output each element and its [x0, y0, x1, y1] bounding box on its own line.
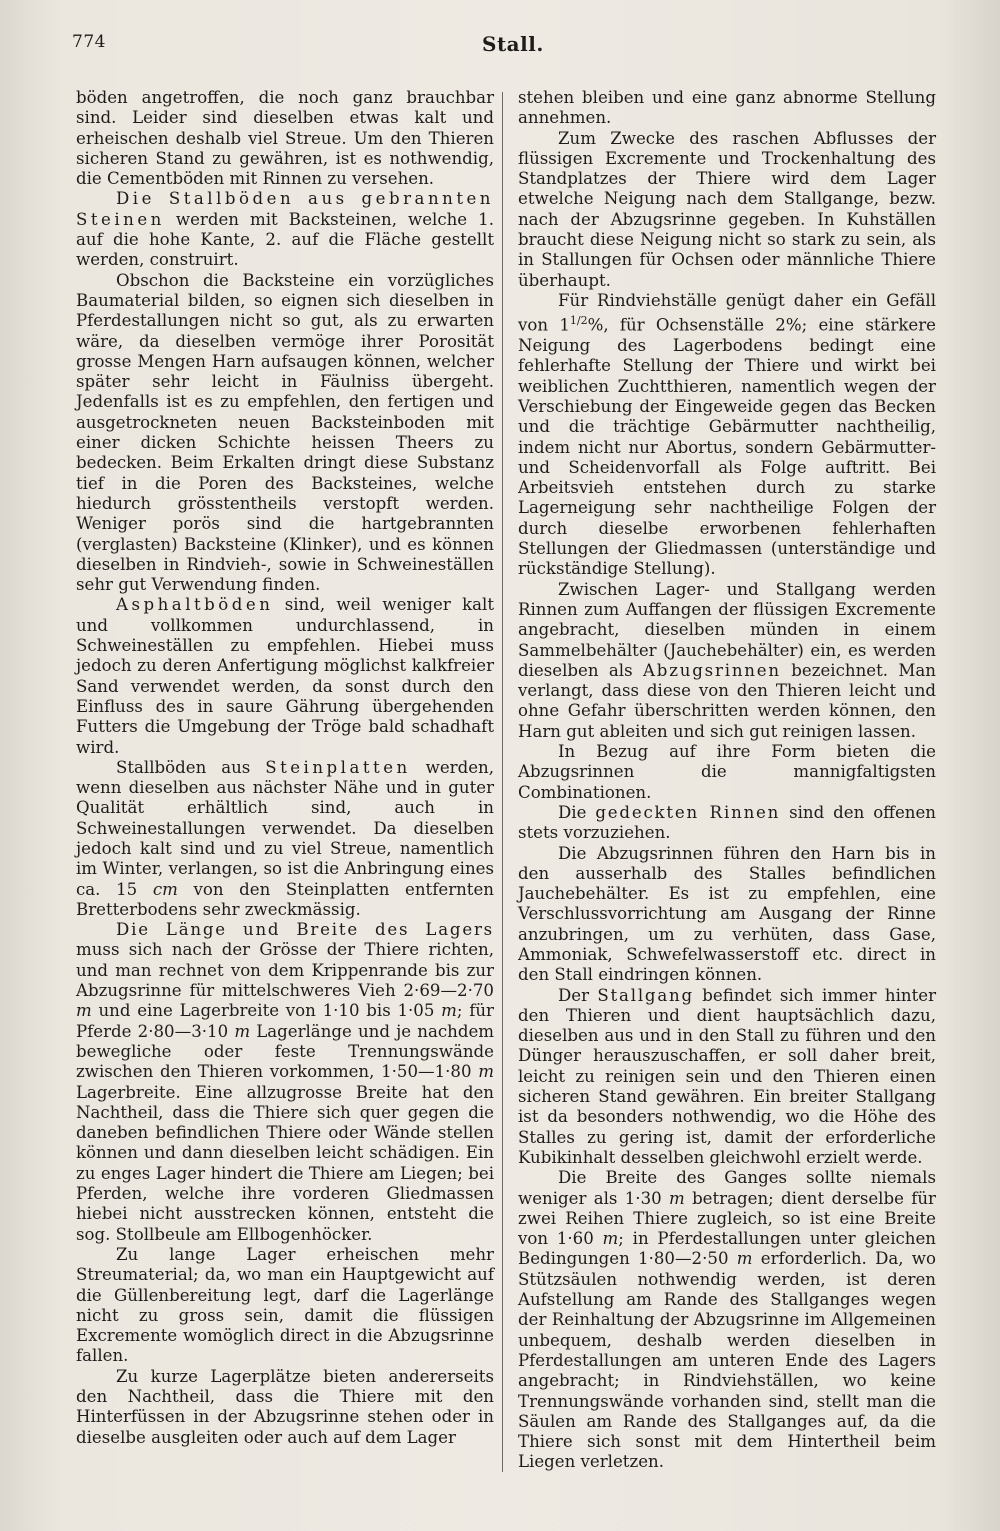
left-column [76, 88, 494, 1448]
paragraph-text: In Bezug auf ihre Form bieten die Abzugsrinnen die mannigfaltigsten Combinationen. [518, 742, 936, 802]
paragraph-text: werden, wenn dieselben aus nächster Nähe und in guter Qualität erhältlich sind, auch in Schweinestallungen verwendet. Da dieselben jedoch kalt sind und zu viel Streue, namentlich im Winter, verlangen, so ist die Anbringung eines ca. 15 [76, 757, 494, 899]
paragraph [76, 1245, 494, 1367]
paragraph-text: muss sich nach der Grösse der Thiere richten, und man rechnet von dem Krippenrande bis zur Abzugsrinne für mittelschweres Vieh 2·69—2·70 [76, 940, 494, 1001]
unit-italic: cm [152, 879, 178, 899]
unit-italic: m [602, 1229, 619, 1249]
paragraph-text: stehen bleiben und eine ganz abnorme Stellung annehmen. [518, 88, 936, 128]
paragraph [518, 742, 936, 803]
paragraph [76, 595, 494, 757]
paragraph-text: ; für Pferde 2·80—3·10 [76, 1001, 494, 1041]
paragraph [518, 844, 936, 986]
running-title: Stall. [482, 32, 544, 56]
column-divider [502, 92, 503, 1472]
paragraph-text: Zu kurze Lagerplätze bieten andererseits den Nachtheil, dass die Thiere mit den Hinterfüssen in der Abzugsrinne stehen oder in dieselbe ausgleiten oder auch auf dem Lager [76, 1366, 494, 1447]
paragraph-text: betragen; dient derselbe für zwei Reihen Thiere zugleich, so ist eine Breite von 1·60 [518, 1188, 936, 1249]
paragraph-text: Der [558, 985, 598, 1005]
paragraph [76, 1367, 494, 1448]
page-number: 774 [72, 32, 106, 52]
paragraph-text: befindet sich immer hinter den Thieren und dient hauptsächlich dazu, dieselben aus und in den Stall zu führen und den Dünger herauszuschaffen, er soll daher breit, leicht zu reinigen sein und den Thieren einen sicheren Stand gewähren. Ein breiter Stallgang ist da besonders nothwendig, wo die Höhe des Stalles zu gering ist, damit der erforderliche Kubikinhalt desselben gleichwohl erzielt werde. [518, 985, 936, 1167]
paragraph [518, 129, 936, 291]
paragraph-text: von den Steinplatten entfernten Bretterbodens sehr zweckmässig. [76, 879, 494, 919]
paragraph-text: und eine Lagerbreite von 1·10 bis 1·05 [91, 1001, 442, 1021]
paragraph-text: %, für Ochsenställe 2%; eine stärkere Neigung des Lagerbodens bedingt eine fehlerhafte Stellung der Thiere und wirkt bei weiblichen Zuchtthieren, namentlich wegen der Verschiebung der Eingeweide gegen das Becken und die trächtige Gebärmutter nachtheilig, indem nicht nur Abortus, sondern Gebärmutter- und Scheidenvorfall als Folge auftritt. Bei Arbeitsvieh entstehen durch zu starke Lagerneigung sehr nachtheilige Folgen der durch dieselbe erworbenen fehlerhaften Stellungen der Gliedmassen (unterständige und rückständige Stellung). [518, 315, 936, 579]
paragraph-text: Stallböden aus [116, 757, 266, 777]
paragraph-text: erforderlich. Da, wo Stützsäulen nothwendig werden, ist deren Aufstellung am Rande des Stallganges wegen der Reinhaltung der Abzugsrinne im Allgemeinen unbequem, deshalb werden dieselben in Pferdestallungen am unteren Ende des Lagers angebracht; in Rindviehställen, wo keine Trennungswände vorhanden sind, stellt man die Säulen am Rande des Stallganges auf, da die Thiere sich sonst mit dem Hintertheil beim Liegen verletzen. [518, 1249, 937, 1472]
paragraph-text: Lagerlänge und je nachdem bewegliche oder feste Trennungswände zwischen den Thieren vorkommen, 1·50—1·80 [76, 1021, 494, 1082]
spaced-term: Abzugsrinnen [643, 660, 781, 680]
fraction: 1/2 [569, 314, 588, 328]
paragraph-text: bezeichnet. Man verlangt, dass diese von den Thieren leicht und ohne Gefahr überschritten werden können, den Harn gut ableiten und sich gut reinigen lassen. [518, 660, 936, 741]
spaced-term: Stallgang [597, 985, 694, 1005]
unit-italic: m [669, 1188, 685, 1208]
spaced-term: Asphaltböden [116, 595, 274, 615]
paragraph [76, 189, 494, 270]
spaced-term: Die Länge und Breite des Lagers [116, 920, 494, 940]
paragraph-text: Für Rindviehställe genügt daher ein Gefäll von 1 [518, 290, 936, 335]
paragraph-text: Die Abzugsrinnen führen den Harn bis in den ausserhalb des Stalles befindlichen Jauchebehälter. Es ist zu empfehlen, eine Verschlussvorrichtung am Ausgang der Rinne anzubringen, um zu verhüten, dass Gase, Ammoniak, Schwefelwasserstoff etc. direct in den Stall eindringen können. [518, 843, 936, 985]
paragraph [76, 271, 494, 596]
spaced-term: Steinplatten [265, 757, 411, 777]
paragraph-text: böden angetroffen, die noch ganz brauchbar sind. Leider sind dieselben etwas kalt und erheischen deshalb viel Streue. Um den Thieren sicheren Stand zu gewähren, ist es nothwendig, die Cementböden mit Rinnen zu versehen. [76, 88, 494, 189]
spaced-term: Die Stallböden aus gebrannten Steinen [76, 189, 494, 229]
paragraph-text: Zu lange Lager erheischen mehr Streumaterial; da, wo man ein Hauptgewicht auf die Güllenbereitung legt, darf die Lagerlänge nicht zu gross sein, damit die flüssigen Excremente womöglich direct in die Abzugsrinne fallen. [76, 1244, 494, 1366]
paragraph-text: werden mit Backsteinen, welche 1. auf die hohe Kante, 2. auf die Fläche gestellt werden, construirt. [76, 209, 494, 270]
paragraph-text: Obschon die Backsteine ein vorzügliches Baumaterial bilden, so eignen sich dieselben in Pferdestallungen nicht so gut, als zu erwarten wäre, da dieselben vermöge ihrer Porosität grosse Mengen Harn aufsaugen können, welcher später sehr leicht in Fäulniss übergeht. Jedenfalls ist es zu empfehlen, den fertigen und ausgetrockneten neuen Backsteinboden mit einer dicken Schichte heissen Theers zu bedecken. Beim Erkalten dringt diese Substanz tief in die Poren des Backsteines, welche hiedurch grösstentheils verstopft werden. Weniger porös sind die hartgebrannten (verglasten) Backsteine (Klinker), und es können dieselben in Rindvieh-, sowie in Schweineställen sehr gut Verwendung finden. [76, 270, 494, 595]
paragraph-text: Zwischen Lager- und Stallgang werden Rinnen zum Auffangen der flüssigen Excremente angebracht, dieselben münden in einem Sammelbehälter (Jauchebehälter) ein, es werden dieselben als [518, 579, 936, 680]
paragraph [518, 986, 936, 1169]
unit-italic: m [736, 1249, 753, 1269]
paragraph-text: Zum Zwecke des raschen Abflusses der flüssigen Excremente und Trockenhaltung des Standplatzes der Thiere wird dem Lager etwelche Neigung nach dem Stallgange, bezw. nach der Abzugsrinne gegeben. In Kuhställen braucht diese Neigung nicht so stark zu sein, als in Stallungen für Ochsen oder männliche Thiere überhaupt. [518, 128, 936, 290]
paragraph [518, 580, 936, 742]
paragraph [518, 291, 936, 580]
paragraph-text: Die [558, 802, 596, 822]
paragraph-text: Die Breite des Ganges sollte niemals weniger als 1·30 [518, 1168, 936, 1208]
paragraph [518, 88, 936, 129]
paragraph [76, 920, 494, 1245]
paragraph [76, 88, 494, 189]
unit-italic: m [234, 1021, 251, 1041]
page-header [72, 32, 940, 64]
unit-italic: m [76, 1001, 92, 1021]
unit-italic: m [441, 1001, 457, 1021]
paragraph-text: sind den offenen stets vorzuziehen. [518, 802, 936, 843]
paragraph [76, 758, 494, 920]
spaced-term: gedeckten Rinnen [595, 802, 781, 822]
paragraph-text: Lagerbreite. Eine allzugrosse Breite hat den Nachtheil, dass die Thiere sich quer gegen die daneben befindlichen Thiere oder Wände stellen können und dann dieselben leicht schädigen. Ein zu enges Lager hindert die Thiere am Liegen; bei Pferden, welche ihre vorderen Gliedmassen hiebei nicht ausstrecken können, entsteht die sog. Stollbeule am Ellbogenhöcker. [76, 1082, 494, 1244]
paragraph [518, 803, 936, 844]
paragraph [518, 1168, 936, 1472]
right-column [518, 88, 936, 1473]
paragraph-text: sind, weil weniger kalt und vollkommen undurchlassend, in Schweineställen zu empfehlen. Hiebei muss jedoch zu deren Anfertigung möglichst kalkfreier Sand verwendet werden, da sonst durch den Einfluss des in saure Gährung übergehenden Futters die Umgebung der Tröge bald schadhaft wird. [76, 595, 494, 757]
paragraph-text: ; in Pferdestallungen unter gleichen Bedingungen 1·80—2·50 [518, 1229, 936, 1269]
unit-italic: m [478, 1062, 494, 1082]
